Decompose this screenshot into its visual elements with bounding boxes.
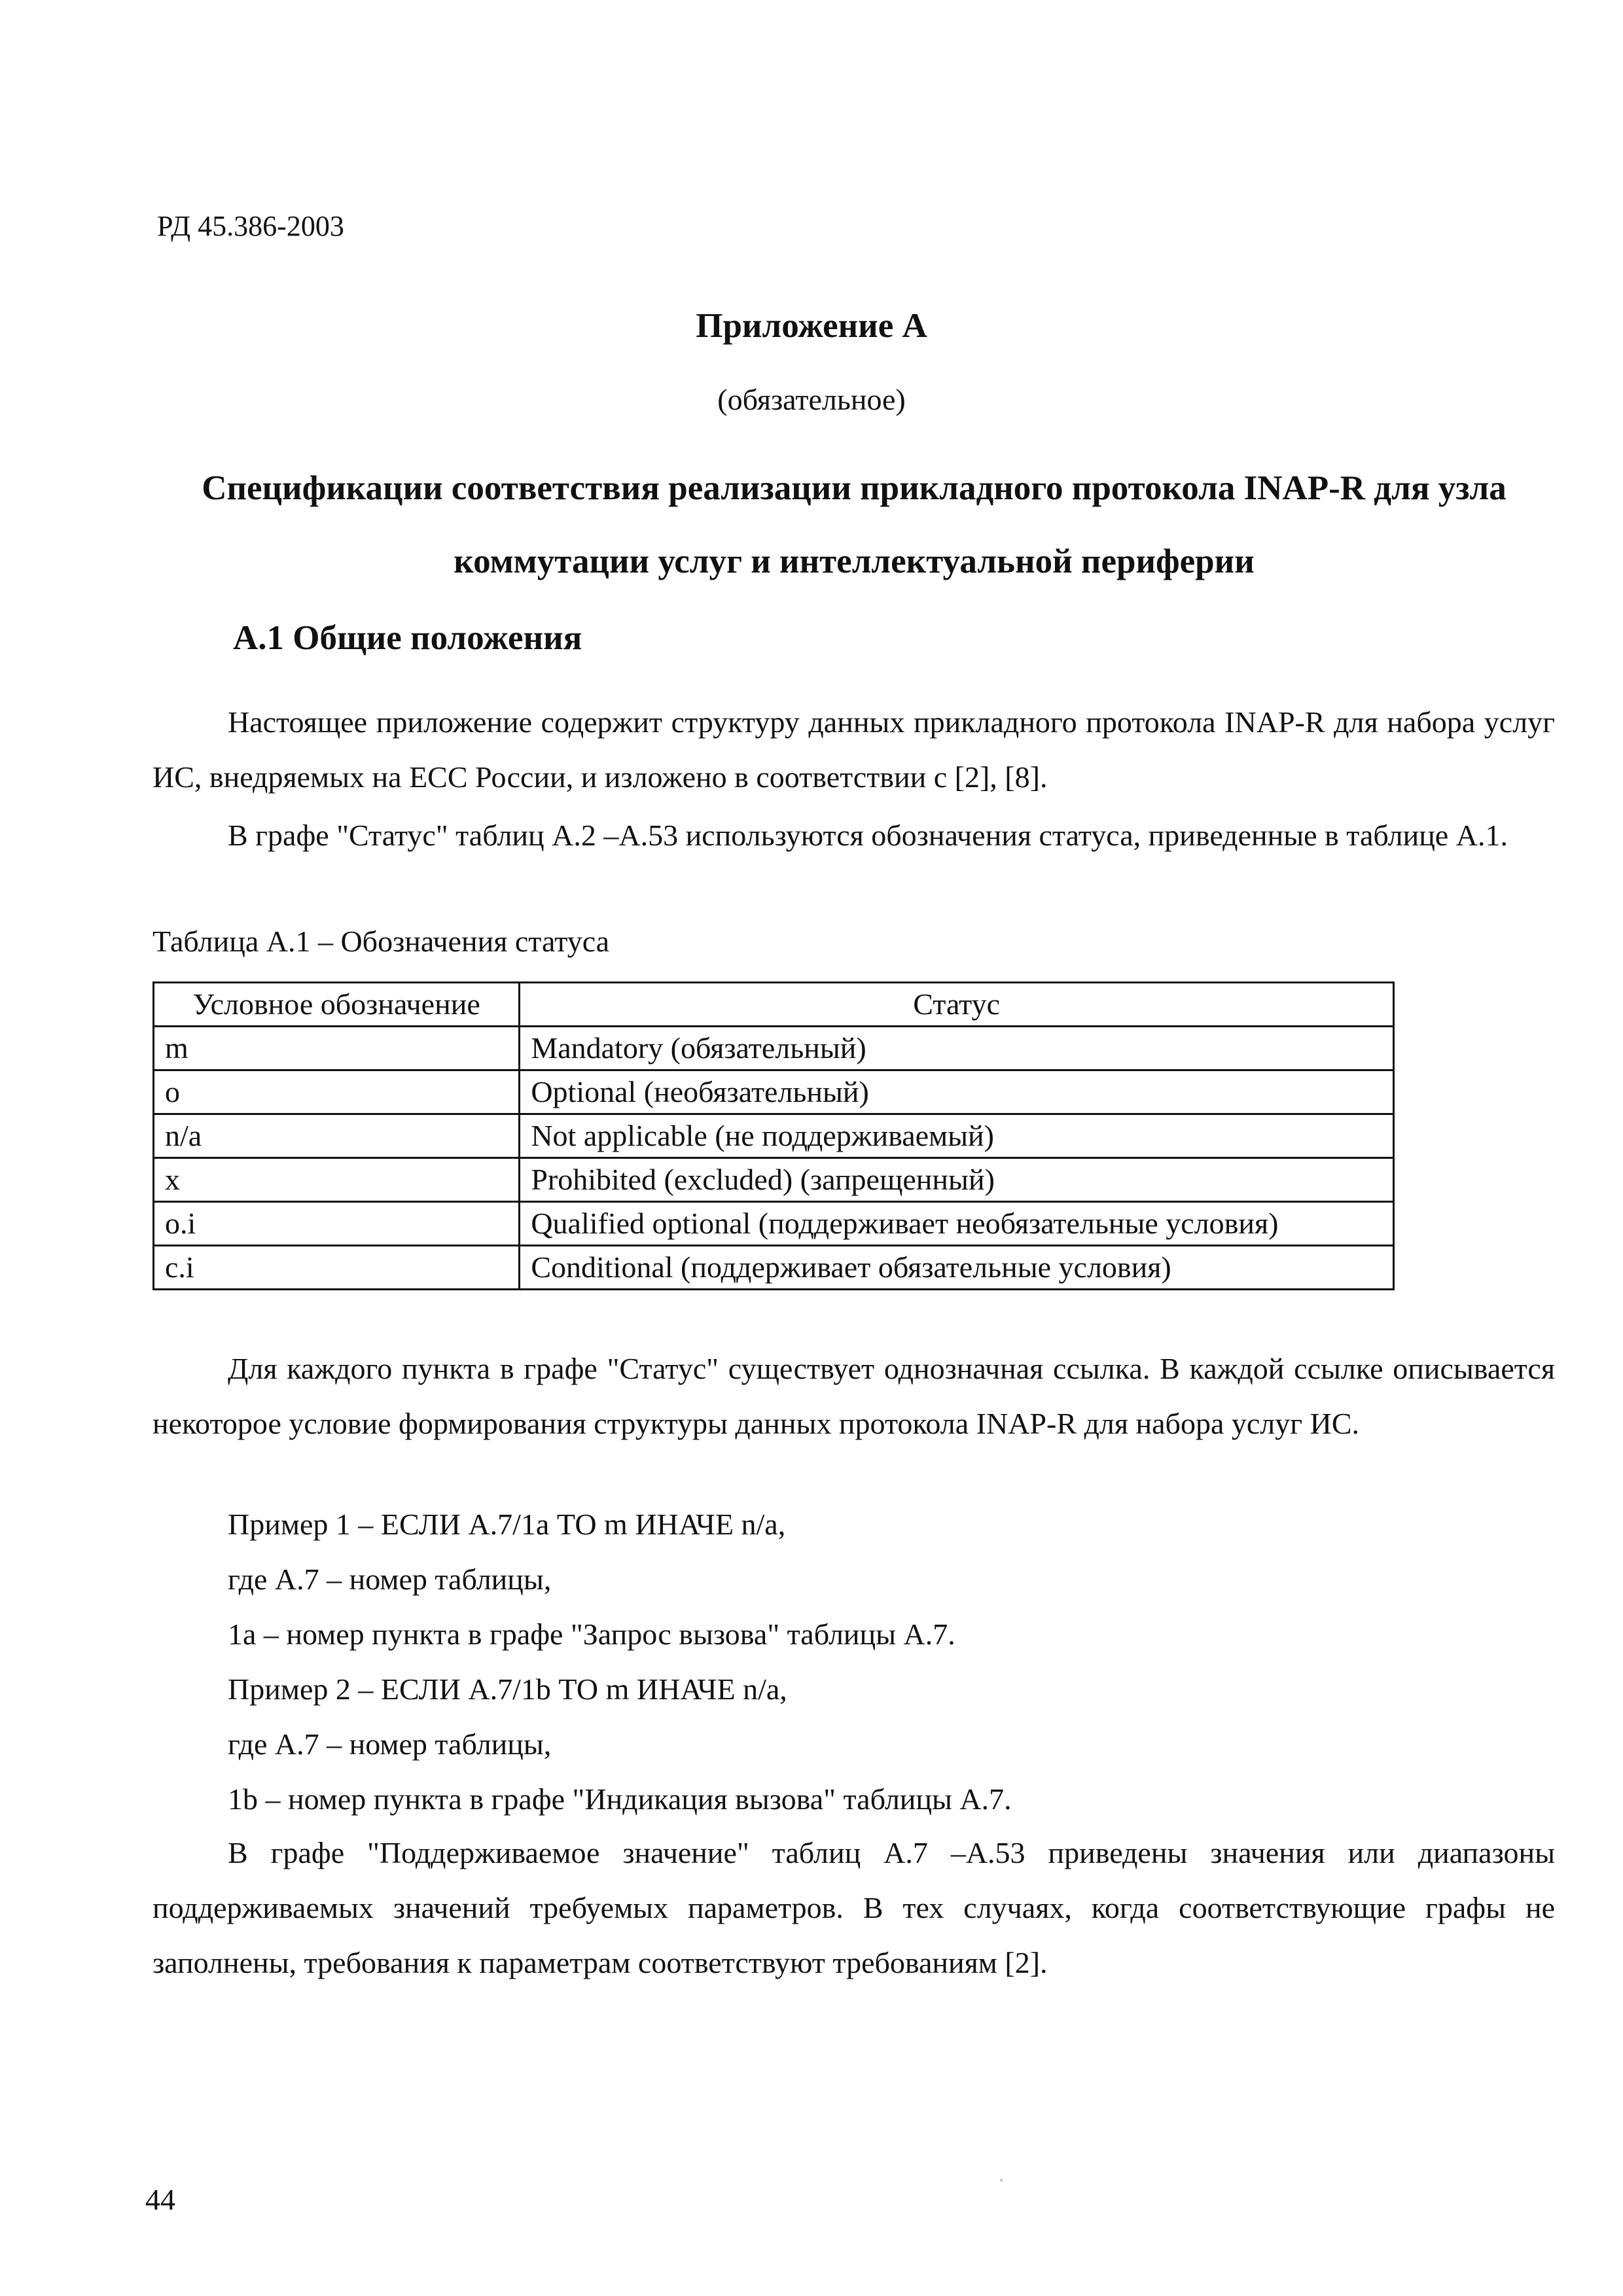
- example-line: 1a – номер пункта в графе "Запрос вызова" таблицы А.7.: [228, 1617, 955, 1651]
- paragraph: Для каждого пункта в графе "Статус" существует однозначная ссылка. В каждой ссылке описывается некоторое условие формирования структуры данных протокола INAP-R для набора услуг ИС.: [152, 1352, 1555, 1440]
- section-heading: А.1 Общие положения: [233, 619, 582, 657]
- scan-speck: [1000, 2179, 1003, 2181]
- table-row: [154, 1114, 1394, 1158]
- symbol-cell: m: [154, 1027, 520, 1070]
- example-line: 1b – номер пункта в графе "Индикация вызова" таблицы А.7.: [228, 1782, 1012, 1816]
- annex-subtitle: (обязательное): [717, 383, 906, 416]
- document-code: РД 45.386-2003: [157, 210, 344, 242]
- page-number: 44: [145, 2183, 175, 2216]
- column-header-status: Статус: [520, 983, 1394, 1027]
- example-line: где А.7 – номер таблицы,: [228, 1563, 552, 1596]
- symbol-cell: x: [154, 1158, 520, 1202]
- paragraph: В графе "Статус" таблиц А.2 –А.53 используются обозначения статуса, приведенные в таблице А.1.: [228, 819, 1508, 852]
- table-row: [154, 1246, 1394, 1290]
- symbol-cell: o.i: [154, 1202, 520, 1246]
- annex-heading: Спецификации соответствия реализации прикладного протокола INAP-R для узла коммутации услуг и интеллектуальной периферии: [202, 469, 1507, 580]
- example-line: Пример 1 – ЕСЛИ А.7/1a ТО m ИНАЧЕ n/a,: [228, 1508, 786, 1541]
- status-cell: Prohibited (excluded) (запрещенный): [520, 1158, 1394, 1202]
- paragraph: В графе "Поддерживаемое значение" таблиц А.7 –А.53 приведены значения или диапазоны поддерживаемых значений требуемых параметров. В тех случаях, когда соответствующие графы не заполнены, требования к параметрам соответствуют требованиям [2].: [152, 1836, 1555, 1979]
- table-row: [154, 1158, 1394, 1202]
- table-row: [154, 1027, 1394, 1070]
- status-table: [152, 981, 1395, 1290]
- column-header-symbol: Условное обозначение: [154, 983, 520, 1027]
- status-cell: Not applicable (не поддерживаемый): [520, 1114, 1394, 1158]
- status-cell: Qualified optional (поддерживает необязательные условия): [520, 1202, 1394, 1246]
- symbol-cell: c.i: [154, 1246, 520, 1290]
- table-row: [154, 1070, 1394, 1114]
- table-row: [154, 1202, 1394, 1246]
- symbol-cell: o: [154, 1070, 520, 1114]
- table-header-row: [154, 983, 1394, 1027]
- table-caption: Таблица А.1 – Обозначения статуса: [152, 925, 610, 958]
- annex-title: Приложение А: [696, 307, 927, 345]
- paragraph: Настоящее приложение содержит структуру данных прикладного протокола INAP-R для набора услуг ИС, внедряемых на ЕСС России, и изложено в соответствии с [2], [8].: [152, 705, 1555, 794]
- status-cell: Mandatory (обязательный): [520, 1027, 1394, 1070]
- example-line: где А.7 – номер таблицы,: [228, 1727, 552, 1761]
- example-line: Пример 2 – ЕСЛИ А.7/1b ТО m ИНАЧЕ n/a,: [228, 1672, 787, 1706]
- status-cell: Conditional (поддерживает обязательные условия): [520, 1246, 1394, 1290]
- status-cell: Optional (необязательный): [520, 1070, 1394, 1114]
- symbol-cell: n/a: [154, 1114, 520, 1158]
